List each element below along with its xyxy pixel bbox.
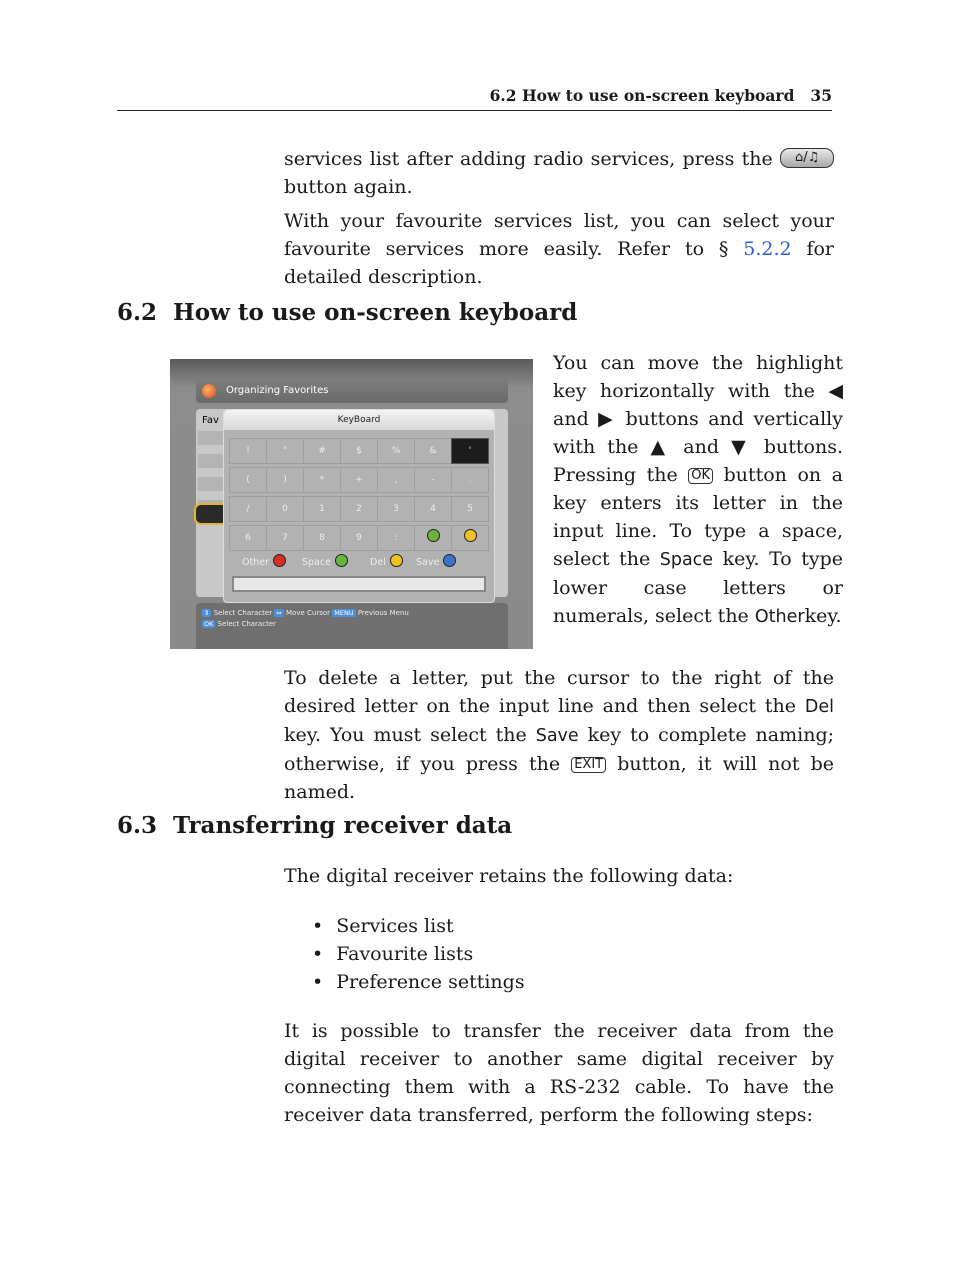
intro-text-end: button again. [284, 176, 413, 198]
header-section-title: 6.2 How to use on-screen keyboard [489, 86, 795, 105]
section-6-3-heading [117, 812, 512, 839]
save-key-ref: Save [535, 726, 579, 746]
keyboard-key[interactable]: 9 [340, 525, 378, 551]
keyboard-key[interactable]: 8 [303, 525, 341, 551]
section-number: 6.2 [117, 299, 158, 326]
keyboard-key[interactable]: 0 [266, 496, 304, 522]
menu-tag: MENU [334, 609, 354, 617]
keyboard-key[interactable] [451, 525, 489, 551]
del-desc-4: button, it will not be named. [284, 753, 835, 803]
space-key-ref: Space [659, 550, 714, 570]
keyboard-key[interactable]: 2 [340, 496, 378, 522]
keyboard-key[interactable]: . [451, 467, 489, 493]
blue-button-icon [443, 554, 456, 567]
keyboard-title: KeyBoard [224, 410, 494, 430]
window-title: Organizing Favorites [226, 385, 329, 396]
intro-para2-text: With your favourite services list, you can select your favourite services more easily. Refer to § [284, 210, 834, 260]
keyboard-screenshot [170, 359, 533, 649]
page-number: 35 [810, 86, 832, 105]
app-logo-icon [202, 384, 216, 398]
del-desc-1: To delete a letter, put the cursor to the right of the desired letter on the input line and then select the [284, 667, 834, 717]
help-move-cursor: Move Cursor [286, 609, 331, 617]
fav-label: Fav [202, 415, 219, 426]
left-right-icon: ⇔ [276, 609, 282, 617]
keyboard-key[interactable]: # [303, 438, 341, 464]
window-titlebar [196, 379, 508, 403]
del-key[interactable] [370, 554, 403, 568]
keyboard-key[interactable]: ' [451, 438, 489, 464]
help-previous-menu: Previous Menu [357, 609, 409, 617]
keyboard-description [553, 349, 843, 631]
intro-paragraph-2 [284, 207, 834, 291]
section-title: How to use on-screen keyboard [173, 299, 578, 326]
section-number: 6.3 [117, 812, 158, 839]
exit-key-icon: EXIT [571, 757, 606, 773]
space-key[interactable] [302, 554, 348, 568]
other-key-label: Other [242, 557, 269, 568]
help-bar [196, 603, 508, 649]
keyboard-key[interactable]: , [377, 467, 415, 493]
list-item: • Favourite lists [312, 940, 525, 968]
keyboard-key[interactable]: : [377, 525, 415, 551]
del-desc-2: key. You must select the [284, 724, 527, 746]
del-key-label: Del [370, 557, 386, 568]
keyboard-key[interactable]: * [303, 467, 341, 493]
list-item: • Services list [312, 912, 525, 940]
help-select-character-2: Select Character [217, 620, 277, 628]
intro-para2-end: for detailed description. [284, 238, 834, 288]
keyboard-key[interactable]: ! [229, 438, 267, 464]
keyboard-key[interactable]: 3 [377, 496, 415, 522]
keyboard-key[interactable]: ( [229, 467, 267, 493]
keyboard-key[interactable]: 6 [229, 525, 267, 551]
keyboard-key[interactable]: + [340, 467, 378, 493]
help-select-character: Select Character [213, 609, 273, 617]
retained-data-list [312, 912, 525, 996]
section-link[interactable]: 5.2.2 [743, 238, 792, 260]
keyboard-key[interactable]: " [266, 438, 304, 464]
keyboard-key[interactable]: ) [266, 467, 304, 493]
keyboard-key[interactable]: / [229, 496, 267, 522]
running-header [117, 86, 832, 111]
keyboard-key[interactable]: 5 [451, 496, 489, 522]
intro-text: services list after adding radio services, press the [284, 148, 773, 170]
green-button-icon [427, 529, 440, 542]
keyboard-key[interactable] [414, 525, 452, 551]
space-key-label: Space [302, 557, 331, 568]
kb-desc-3: key. To type lower case letters or numerals, select the [553, 548, 844, 627]
kb-desc-2: button on a key enters its letter in the input line. To type a space, select the [553, 464, 843, 570]
help-line-2 [202, 620, 276, 628]
section-title: Transferring receiver data [173, 812, 513, 839]
green-button-icon [335, 554, 348, 567]
kb-desc-4: key. [804, 605, 842, 627]
keyboard-key[interactable]: - [414, 467, 452, 493]
del-key-ref: Del [804, 697, 834, 717]
keyboard-key[interactable]: & [414, 438, 452, 464]
transfer-paragraph: It is possible to transfer the receiver data from the digital receiver to another same digital receiver by connecting them with a RS-232 cable. To have the receiver data transferred, perform the following steps: [284, 1020, 834, 1126]
input-line[interactable] [232, 576, 486, 592]
keyboard-dialog [223, 409, 495, 603]
keyboard-key[interactable]: 4 [414, 496, 452, 522]
section-6-2-heading [117, 299, 577, 326]
ok-tag: OK [204, 620, 214, 628]
intro-paragraph-1 [284, 145, 834, 201]
other-key-ref: Other [754, 607, 805, 627]
red-button-icon [273, 554, 286, 567]
yellow-button-icon [464, 529, 477, 542]
save-key-label: Save [416, 557, 440, 568]
keyboard-key[interactable]: $ [340, 438, 378, 464]
yellow-button-icon [390, 554, 403, 567]
transfer-intro: The digital receiver retains the following data: [284, 865, 734, 887]
tv-radio-label: ⌂/♫ [794, 150, 820, 165]
up-down-icon: ⇕ [204, 609, 210, 617]
keyboard-key[interactable]: % [377, 438, 415, 464]
ok-key-icon: OK [688, 468, 713, 484]
list-item: • Preference settings [312, 968, 525, 996]
del-desc-3: key to complete naming; otherwise, if you press the [284, 724, 835, 775]
kb-desc-1: You can move the highlight key horizontally with the ◀ and ▶ buttons and vertically with the ▲ and ▼ buttons. Pressing the [553, 352, 843, 486]
keyboard-key[interactable]: 7 [266, 525, 304, 551]
keyboard-key[interactable]: 1 [303, 496, 341, 522]
delete-paragraph [284, 664, 834, 806]
help-line-1 [202, 609, 409, 617]
save-key[interactable] [416, 554, 456, 568]
tv-radio-button-icon [780, 148, 834, 168]
other-key[interactable] [242, 554, 286, 568]
